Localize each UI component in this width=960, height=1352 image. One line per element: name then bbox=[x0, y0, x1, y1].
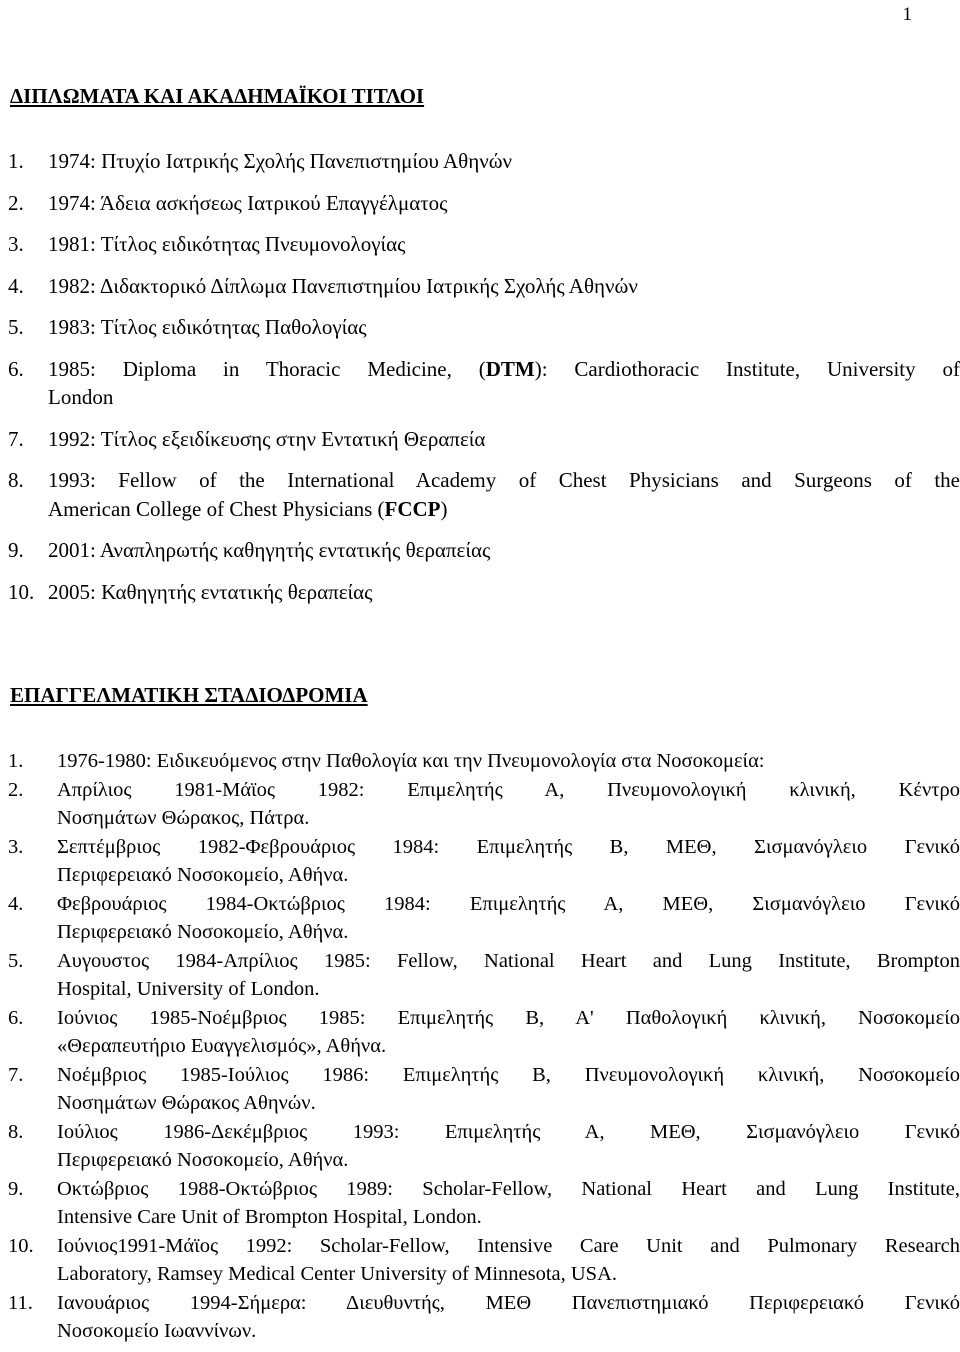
list-item-number: 9. bbox=[8, 1177, 24, 1200]
list-item-text-line: 1974: Άδεια ασκήσεως Ιατρικού Επαγγέλματος bbox=[48, 190, 448, 215]
section-heading-degrees: ΔΙΠΛΩΜΑΤΑ ΚΑΙ ΑΚΑΔΗΜΑΪΚΟΙ ΤΙΤΛΟΙ bbox=[10, 84, 425, 108]
list-item-number: 3. bbox=[8, 835, 24, 858]
list-item-text-line: Περιφερειακό Νοσοκομείο, Αθήνα. bbox=[57, 921, 349, 943]
page-number: 1 bbox=[902, 4, 912, 25]
list-item bbox=[8, 776, 960, 833]
list-item-text-line: 1981: Τίτλος ειδικότητας Πνευμονολογίας bbox=[48, 232, 406, 256]
list-item bbox=[8, 147, 960, 176]
list-item-text-line: Φεβρουάριος 1984-Οκτώβριος 1984: Επιμελητής Α, ΜΕΘ, Σισμανόγλειο Γενικό bbox=[57, 892, 960, 915]
list-item-text-line: Νοσημάτων Θώρακος Αθηνών. bbox=[57, 1092, 316, 1114]
list-item-number: 11. bbox=[8, 1291, 33, 1314]
list-item-text-line: 1976-1980: Ειδικευόμενος στην Παθολογία και την Πνευμονολογία στα Νοσοκομεία: bbox=[57, 750, 765, 772]
list-item-text-line: 1992: Τίτλος εξειδίκευσης στην Εντατική Θεραπεία bbox=[48, 426, 486, 451]
degrees-list bbox=[8, 147, 960, 606]
list-item bbox=[8, 272, 960, 301]
list-item bbox=[8, 1004, 960, 1061]
list-item-number: 10. bbox=[8, 1234, 34, 1257]
list-item-text-line: Ιούνιος1991-Μάϊος 1992: Scholar-Fellow, Intensive Care Unit and Pulmonary Research bbox=[57, 1234, 960, 1257]
list-item bbox=[8, 1118, 960, 1175]
list-item-text-line: 1974: Πτυχίο Ιατρικής Σχολής Πανεπιστημίου Αθηνών bbox=[48, 149, 513, 173]
list-item bbox=[8, 425, 960, 454]
list-item-text-line: London bbox=[48, 385, 114, 409]
list-item-number: 8. bbox=[8, 468, 24, 492]
list-item-number: 8. bbox=[8, 1120, 24, 1143]
list-item-text-line: 1985: Diploma in Thoracic Medicine, (DTM): Cardiothoracic Institute, University of bbox=[48, 356, 960, 381]
list-item-text-line: American College of Chest Physicians (FCCP) bbox=[48, 496, 448, 521]
list-item-text-line: Hospital, University of London. bbox=[57, 978, 320, 1000]
list-item-number: 2. bbox=[8, 778, 24, 801]
list-item-text-line: Απρίλιος 1981-Μάϊος 1982: Επιμελητής Α, Πνευμονολογική κλινική, Κέντρο bbox=[57, 778, 960, 801]
list-item-number: 5. bbox=[8, 315, 24, 339]
list-item-text-line: Νοέμβριος 1985-Ιούλιος 1986: Επιμελητής Β, Πνευμονολογική κλινική, Νοσοκομείο bbox=[57, 1063, 960, 1086]
list-item bbox=[8, 1061, 960, 1118]
list-item-text-line: Νοσοκομείο Ιωαννίνων. bbox=[57, 1320, 257, 1342]
list-item bbox=[8, 466, 960, 523]
list-item bbox=[8, 1175, 960, 1232]
career-list bbox=[8, 747, 960, 1346]
list-item bbox=[8, 313, 960, 342]
list-item-number: 6. bbox=[8, 1006, 24, 1029]
list-item-text-line: 2001: Αναπληρωτής καθηγητής εντατικής θεραπείας bbox=[48, 538, 491, 562]
list-item-number: 7. bbox=[8, 1063, 24, 1086]
list-item-number: 7. bbox=[8, 426, 24, 451]
list-item-text-line: Περιφερειακό Νοσοκομείο, Αθήνα. bbox=[57, 864, 349, 886]
list-item-text-line: Περιφερειακό Νοσοκομείο, Αθήνα. bbox=[57, 1149, 349, 1171]
list-item-text-line: Intensive Care Unit of Brompton Hospital, London. bbox=[57, 1206, 482, 1228]
list-item bbox=[8, 189, 960, 218]
list-item bbox=[8, 578, 960, 607]
section-heading-career: ΕΠΑΓΓΕΛΜΑΤΙΚΗ ΣΤΑΔΙΟΔΡΟΜΙΑ bbox=[10, 683, 368, 707]
list-item-text-line: 1982: Διδακτορικό Δίπλωμα Πανεπιστημίου Ιατρικής Σχολής Αθηνών bbox=[48, 273, 638, 298]
list-item-number: 3. bbox=[8, 232, 24, 256]
list-item-text-line: «Θεραπευτήριο Ευαγγελισμός», Αθήνα. bbox=[57, 1035, 387, 1057]
list-item bbox=[8, 1232, 960, 1289]
list-item-text-line: Αυγουστος 1984-Απρίλιος 1985: Fellow, National Heart and Lung Institute, Brompton bbox=[57, 949, 960, 972]
list-item bbox=[8, 947, 960, 1004]
list-item-text-line: Laboratory, Ramsey Medical Center University of Minnesota, USA. bbox=[57, 1263, 618, 1285]
list-item bbox=[8, 536, 960, 565]
list-item-number: 9. bbox=[8, 538, 24, 562]
list-item bbox=[8, 230, 960, 259]
list-item bbox=[8, 1289, 960, 1346]
list-item-number: 6. bbox=[8, 356, 24, 381]
list-item-text-line: Σεπτέμβριος 1982-Φεβρουάριος 1984: Επιμελητής Β, ΜΕΘ, Σισμανόγλειο Γενικό bbox=[57, 835, 960, 858]
list-item-number: 5. bbox=[8, 949, 24, 972]
list-item-text-line: Ιούνιος 1985-Νοέμβριος 1985: Επιμελητής Β, Α' Παθολογική κλινική, Νοσοκομείο bbox=[57, 1006, 960, 1029]
list-item-number: 2. bbox=[8, 190, 24, 215]
list-item-text-line: 1993: Fellow of the International Academy of Chest Physicians and Surgeons of the bbox=[48, 468, 960, 492]
list-item-text-line: Ιούλιος 1986-Δεκέμβριος 1993: Επιμελητής Α, ΜΕΘ, Σισμανόγλειο Γενικό bbox=[57, 1120, 960, 1143]
list-item-number: 4. bbox=[8, 892, 24, 915]
list-item-text-line: Νοσημάτων Θώρακος, Πάτρα. bbox=[57, 807, 310, 829]
list-item-number: 10. bbox=[8, 579, 35, 604]
list-item-text-line: 1983: Τίτλος ειδικότητας Παθολογίας bbox=[48, 315, 367, 339]
list-item bbox=[8, 355, 960, 412]
list-item-text-line: Ιανουάριος 1994-Σήμερα: Διευθυντής, ΜΕΘ Πανεπιστημιακό Περιφερειακό Γενικό bbox=[57, 1291, 960, 1314]
list-item-number: 1. bbox=[8, 149, 24, 173]
list-item-number: 4. bbox=[8, 273, 24, 298]
list-item-number: 1. bbox=[8, 750, 24, 772]
list-item bbox=[8, 833, 960, 890]
list-item-text-line: Οκτώβριος 1988-Οκτώβριος 1989: Scholar-Fellow, National Heart and Lung Institute, bbox=[57, 1177, 960, 1200]
list-item-text-line: 2005: Καθηγητής εντατικής θεραπείας bbox=[48, 579, 373, 604]
list-item bbox=[8, 890, 960, 947]
list-item bbox=[8, 747, 960, 776]
